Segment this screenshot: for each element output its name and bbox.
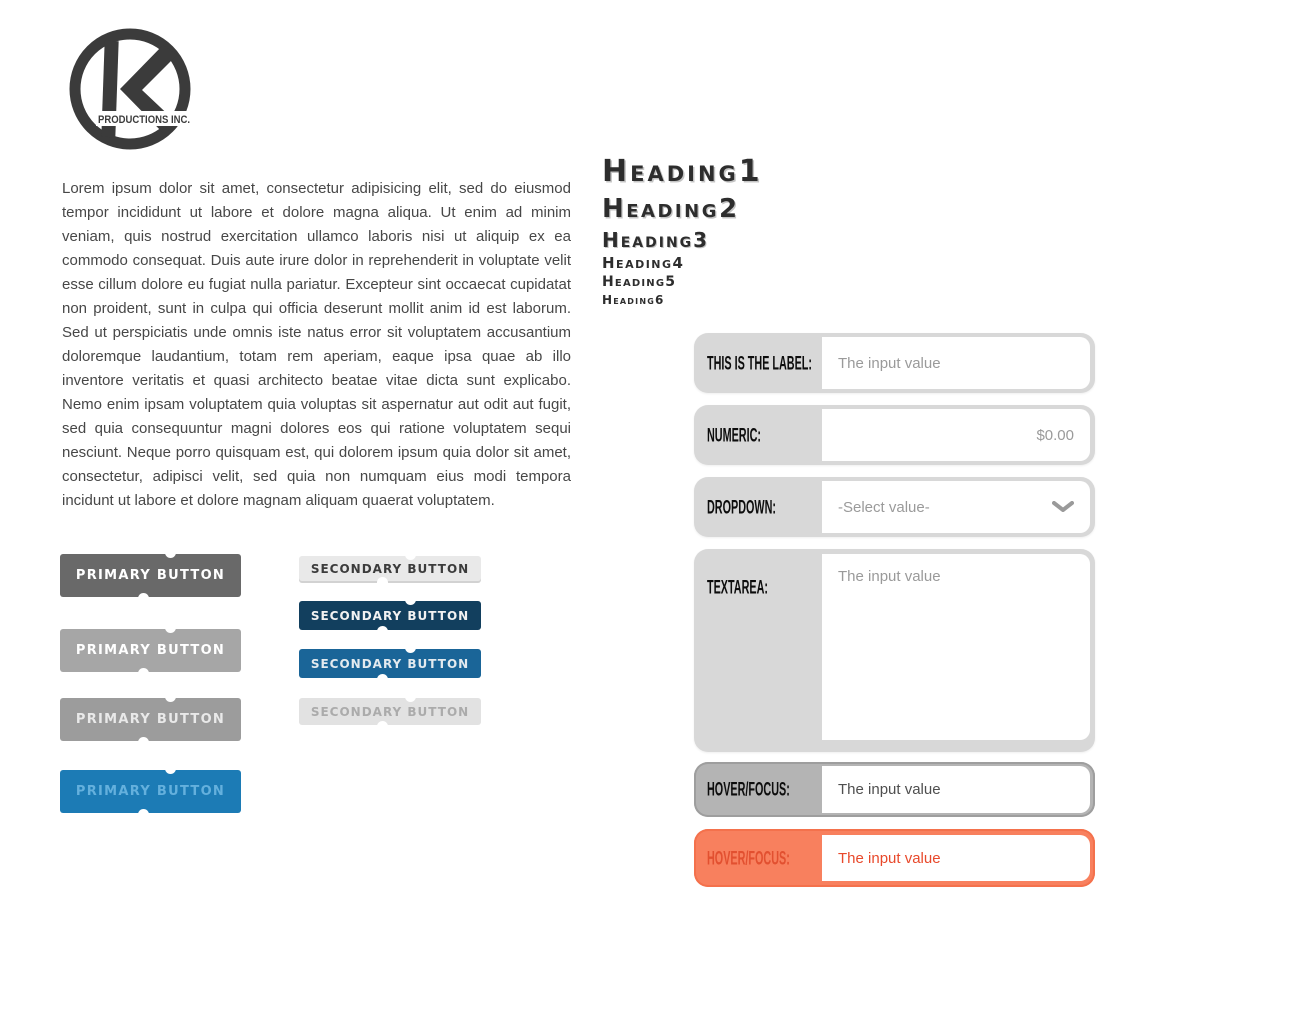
primary-button-active[interactable]: PRIMARY BUTTON (60, 698, 241, 741)
field-label-text: HOVER/FOCUS: (707, 846, 790, 870)
logo-text: PRODUCTIONS INC. (98, 114, 190, 126)
primary-button-default[interactable]: PRIMARY BUTTON (60, 554, 241, 597)
chevron-down-icon (1052, 501, 1074, 513)
secondary-button-blue[interactable]: SECONDARY BUTTON (299, 649, 481, 678)
form-row-dropdown (694, 477, 1095, 537)
primary-button-accent[interactable]: PRIMARY BUTTON (60, 770, 241, 813)
field-label (694, 477, 822, 537)
textarea-input[interactable] (822, 554, 1090, 740)
heading-4: Heading4 (602, 254, 685, 272)
field-label (694, 333, 822, 393)
primary-button-hover[interactable]: PRIMARY BUTTON (60, 629, 241, 672)
focus-state-input[interactable] (822, 835, 1090, 881)
field-label (694, 549, 822, 752)
heading-1: Heading1 (602, 154, 763, 189)
hover-state-input[interactable] (822, 766, 1090, 813)
brand-logo (66, 27, 194, 153)
dropdown-select[interactable] (822, 481, 1090, 533)
field-label (694, 405, 822, 465)
field-label-text: THIS IS THE LABEL: (707, 351, 813, 375)
secondary-button-dark[interactable]: SECONDARY BUTTON (299, 601, 481, 630)
field-label-text: DROPDOWN: (707, 495, 776, 519)
field-label (694, 829, 822, 887)
field-label (694, 762, 822, 817)
heading-3: Heading3 (602, 228, 710, 252)
form-row-textarea (694, 549, 1095, 752)
form-row-hover (694, 762, 1095, 817)
heading-2: Heading2 (602, 194, 740, 224)
secondary-button-default[interactable]: SECONDARY BUTTON (299, 556, 481, 581)
form-row-focus (694, 829, 1095, 887)
field-label-text: TEXTAREA: (707, 576, 769, 599)
text-input[interactable] (822, 337, 1090, 389)
numeric-input[interactable] (822, 409, 1090, 461)
secondary-button-disabled[interactable]: SECONDARY BUTTON (299, 698, 481, 725)
field-label-text: NUMERIC: (707, 423, 761, 447)
field-label-text: HOVER/FOCUS: (707, 778, 790, 801)
dropdown-selected-value: -Select value- (838, 498, 930, 516)
form-row-numeric (694, 405, 1095, 465)
heading-5: Heading5 (602, 274, 677, 290)
heading-6: Heading6 (602, 293, 665, 307)
intro-paragraph: Lorem ipsum dolor sit amet, consectetur adipisicing elit, sed do eiusmod tempor incididunt ut labore et dolore magna aliqua. Ut enim ad minim veniam, quis nostrud exercitation ullamco laboris nisi ut aliquip ex ea commodo consequat. Duis aute irure dolor in reprehenderit in voluptate velit esse cillum dolore eu fugiat nulla pariatur. Excepteur sint occaecat cupidatat non proident, sunt in culpa qui officia deserunt mollit anim id est laborum. Sed ut perspiciatis unde omnis iste natus error sit voluptatem accusantium doloremque laudantium, totam rem aperiam, eaque ipsa quae ab illo inventore veritatis et quasi architecto beatae vitae dicta sunt explicabo. Nemo enim ipsam voluptatem quia voluptas sit aspernatur aut odit aut fugit, sed quia consequuntur magni dolores eos qui ratione voluptatem sequi nesciunt. Neque porro quisquam est, qui dolorem ipsum quia dolor sit amet, consectetur, adipisci velit, sed quia non numquam eius modi tempora incidunt ut labore et dolore magnam aliquam quaerat voluptatem. (62, 180, 571, 509)
form-row-text (694, 333, 1095, 393)
